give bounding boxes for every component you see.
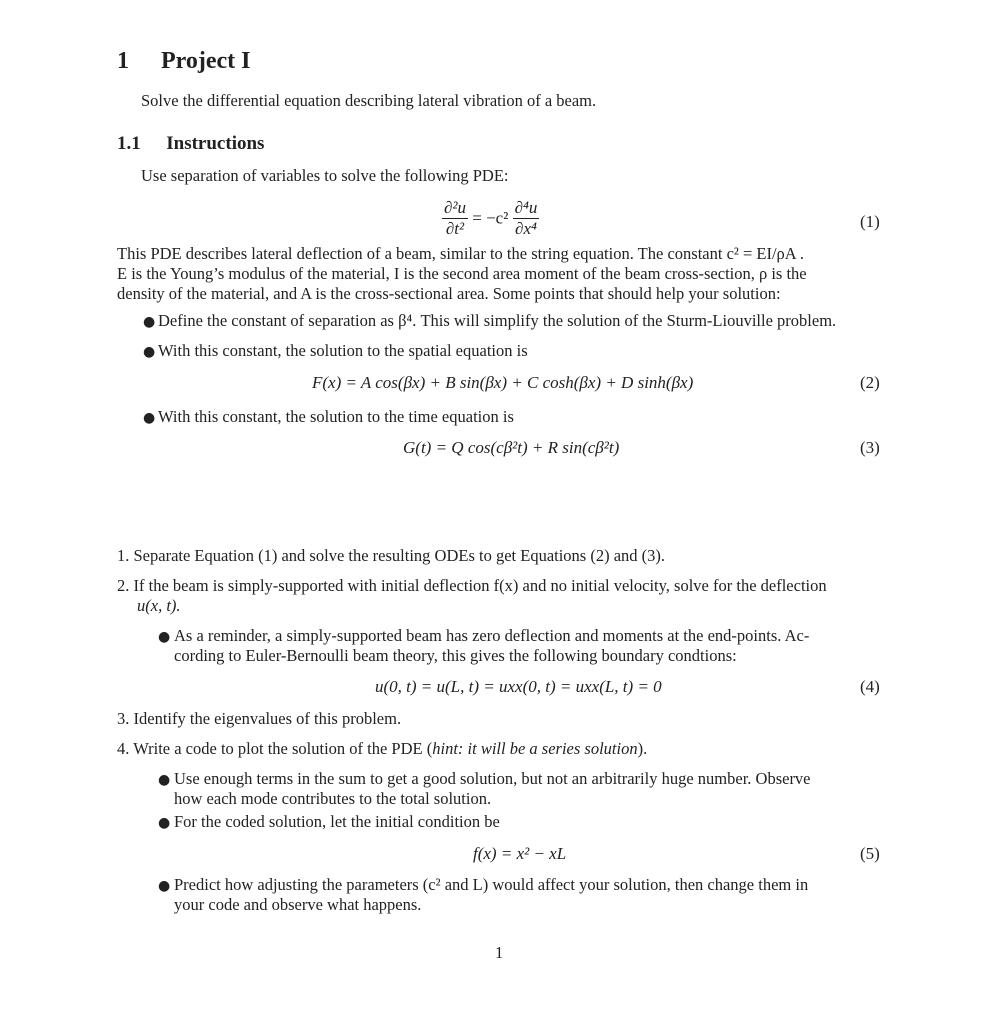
equation-2: F(x) = A cos(βx) + B sin(βx) + C cosh(βx) + D sinh(βx) <box>312 373 694 392</box>
task-4-bullet-1-line-1: Use enough terms in the sum to get a good solution, but not an arbitrarily huge number. Observe <box>174 769 811 788</box>
bullet-1: Define the constant of separation as β⁴. This will simplify the solution of the Sturm-Liouville problem. <box>158 311 837 330</box>
subsection-number: 1.1 <box>117 133 141 154</box>
equation-5-number: (5) <box>860 844 880 863</box>
eq1-rhs-denominator: ∂x⁴ <box>515 219 537 238</box>
section-intro: Solve the differential equation describing lateral vibration of a beam. <box>141 91 597 110</box>
section-heading <box>117 48 251 75</box>
bullet-dot: ● <box>158 772 171 788</box>
task-3: 3. Identify the eigenvalues of this problem. <box>117 709 402 728</box>
task-2-line-2: u(x, t). <box>137 596 181 615</box>
section-title: Project I <box>161 48 251 74</box>
eq1-lhs-numerator: ∂²u <box>444 198 466 217</box>
bullet-dot: ● <box>143 410 156 426</box>
equation-5: f(x) = x² − xL <box>473 844 567 863</box>
bullet-3: With this constant, the solution to the time equation is <box>158 407 514 426</box>
eq1-operator: = −c² <box>472 208 509 228</box>
equation-1 <box>442 198 539 239</box>
equation-2-number: (2) <box>860 373 880 392</box>
task-4-bullet-2: For the coded solution, let the initial condition be <box>174 812 500 831</box>
bullet-2: With this constant, the solution to the spatial equation is <box>158 341 528 360</box>
bullet-dot: ● <box>143 344 156 360</box>
subsection-title: Instructions <box>166 133 265 154</box>
eq1-rhs-numerator: ∂⁴u <box>514 198 538 217</box>
equation-3: G(t) = Q cos(cβ²t) + R sin(cβ²t) <box>403 438 620 457</box>
task-4-bullet-1-line-2: how each mode contributes to the total solution. <box>174 789 492 808</box>
task-4-bullet-3-line-2: your code and observe what happens. <box>174 895 422 914</box>
task-4-end: ). <box>637 739 648 758</box>
equation-1-number: (1) <box>860 212 880 231</box>
bullet-dot: ● <box>143 314 156 330</box>
task-4 <box>117 739 647 759</box>
task-1: 1. Separate Equation (1) and solve the resulting ODEs to get Equations (2) and (3). <box>117 546 666 565</box>
task-4-text: 4. Write a code to plot the solution of the PDE ( <box>117 739 433 758</box>
bullet-dot: ● <box>158 815 171 831</box>
subsection-heading <box>117 133 264 155</box>
equation-4: u(0, t) = u(L, t) = uxx(0, t) = uxx(L, t) = 0 <box>375 677 662 696</box>
task-2-bullet-line-1: As a reminder, a simply-supported beam has zero deflection and moments at the end-points. Ac- <box>174 626 810 645</box>
page-number: 1 <box>495 943 504 962</box>
paragraph-line-3: density of the material, and A is the cross-sectional area. Some points that should help your solution: <box>117 284 781 303</box>
bullet-dot: ● <box>158 629 171 645</box>
task-4-hint: hint: it will be a series solution <box>432 739 638 758</box>
eq1-lhs-denominator: ∂t² <box>445 219 465 238</box>
task-4-bullet-3-line-1: Predict how adjusting the parameters (c² and L) would affect your solution, then change them in <box>174 875 809 894</box>
section-number: 1 <box>117 48 129 74</box>
bullet-dot: ● <box>158 878 171 894</box>
equation-4-number: (4) <box>860 677 880 696</box>
paragraph-line-2: E is the Young’s modulus of the material, I is the second area moment of the beam cross-section, ρ is the <box>117 264 807 283</box>
task-2-line-1: 2. If the beam is simply-supported with initial deflection f(x) and no initial velocity, solve for the deflection <box>117 576 827 595</box>
task-2-bullet-line-2: cording to Euler-Bernoulli beam theory, this gives the following boundary condtions: <box>174 646 737 665</box>
paragraph-line-1: This PDE describes lateral deflection of a beam, similar to the string equation. The constant c² = EI/ρA . <box>117 244 805 263</box>
subsection-lead: Use separation of variables to solve the following PDE: <box>141 166 509 185</box>
equation-3-number: (3) <box>860 438 880 457</box>
eq1-lhs-fraction <box>442 198 468 239</box>
eq1-rhs-fraction <box>513 198 540 239</box>
